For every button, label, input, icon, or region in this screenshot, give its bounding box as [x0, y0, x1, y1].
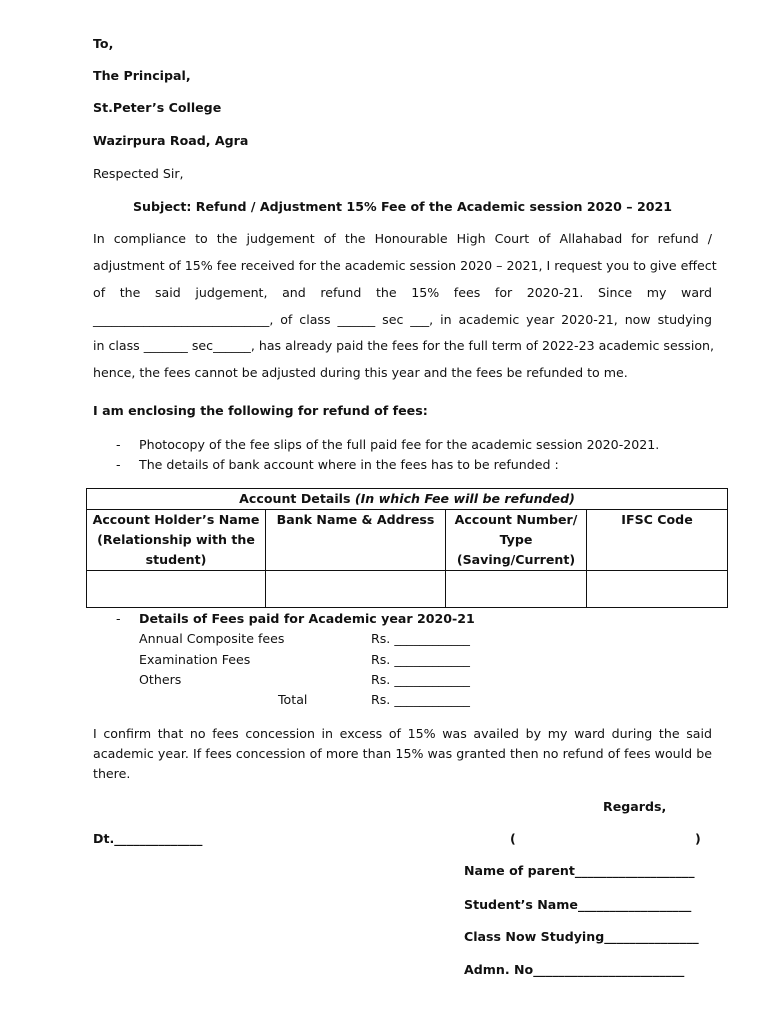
subject-line: Subject: Refund / Adjustment 15% Fee of the Academic session 2020 – 2021 — [132, 199, 673, 214]
column-account-holder — [87, 510, 266, 571]
bank-name-cell[interactable] — [266, 571, 446, 608]
column-header-line: student) — [145, 552, 207, 567]
body-line: of the said judgement, and refund the 15% fees for 2020-21. Since my ward — [93, 285, 712, 300]
confirm-line: I confirm that no fees concession in excess of 15% was availed by my ward during the said — [93, 726, 712, 741]
class-now-field[interactable]: Class Now Studying_______________ — [464, 929, 699, 944]
account-details-table — [86, 488, 728, 608]
college-line: St.Peter’s College — [93, 100, 222, 115]
column-header-line: Account Holder’s Name — [92, 512, 260, 527]
signature-open-paren: ( — [510, 831, 516, 846]
fee-value[interactable]: Rs. ____________ — [371, 672, 470, 687]
fee-total-label: Total — [278, 692, 308, 707]
account-table-title-italic: (In which Fee will be refunded) — [354, 491, 575, 506]
account-table-title-text: Account Details — [239, 491, 355, 506]
fees-heading: Details of Fees paid for Academic year 2020-21 — [139, 611, 475, 626]
fee-value[interactable]: Rs. ____________ — [371, 631, 470, 646]
parent-name-field[interactable]: Name of parent___________________ — [464, 863, 695, 878]
student-name-field[interactable]: Student’s Name__________________ — [464, 897, 692, 912]
body-line: in class _______ sec______, has already paid the fees for the full term of 2022-23 academic session, — [93, 338, 715, 353]
fee-value[interactable]: Rs. ____________ — [371, 652, 470, 667]
body-line: ____________________________, of class ______ sec ___, in academic year 2020-21, now studying — [93, 312, 712, 327]
ifsc-cell[interactable] — [587, 571, 728, 608]
account-holder-cell[interactable] — [87, 571, 266, 608]
body-line: In compliance to the judgement of the Honourable High Court of Allahabad for refund / — [93, 231, 712, 246]
regards: Regards, — [603, 799, 667, 814]
recipient-line: The Principal, — [93, 68, 191, 83]
confirm-line: there. — [93, 766, 131, 781]
body-line: hence, the fees cannot be adjusted during this year and the fees be refunded to me. — [93, 365, 628, 380]
salutation: Respected Sir, — [93, 166, 184, 181]
body-line: adjustment of 15% fee received for the academic session 2020 – 2021, I request you to give effect — [93, 258, 717, 273]
admn-no-field[interactable]: Admn. No________________________ — [464, 962, 685, 977]
bullet-dash: - — [116, 457, 121, 472]
enclosing-heading: I am enclosing the following for refund of fees: — [93, 403, 428, 418]
to-line: To, — [93, 36, 114, 51]
date-field[interactable]: Dt.______________ — [93, 831, 203, 846]
bullet-dash: - — [116, 611, 121, 626]
bullet-dash: - — [116, 437, 121, 452]
column-header-line: (Relationship with the — [97, 532, 255, 547]
fee-label: Annual Composite fees — [139, 631, 285, 646]
column-header-line: Account Number/ — [454, 512, 578, 527]
column-account-number — [446, 510, 587, 571]
column-header-line: IFSC Code — [621, 512, 693, 527]
column-header-line: Type — [499, 532, 533, 547]
fee-total-value[interactable]: Rs. ____________ — [371, 692, 470, 707]
column-bank-name — [266, 510, 446, 571]
street-line: Wazirpura Road, Agra — [93, 133, 249, 148]
column-header-line: Bank Name & Address — [276, 512, 435, 527]
column-ifsc — [587, 510, 728, 571]
enclosure-item: The details of bank account where in the fees has to be refunded : — [139, 457, 559, 472]
column-header-line: (Saving/Current) — [456, 552, 576, 567]
fee-label: Examination Fees — [139, 652, 251, 667]
account-number-cell[interactable] — [446, 571, 587, 608]
fee-label: Others — [139, 672, 182, 687]
signature-close-paren: ) — [695, 831, 701, 846]
confirm-line: academic year. If fees concession of more than 15% was granted then no refund of fees would be — [93, 746, 712, 761]
enclosure-item: Photocopy of the fee slips of the full paid fee for the academic session 2020-2021. — [139, 437, 660, 452]
account-table-title — [87, 489, 728, 510]
